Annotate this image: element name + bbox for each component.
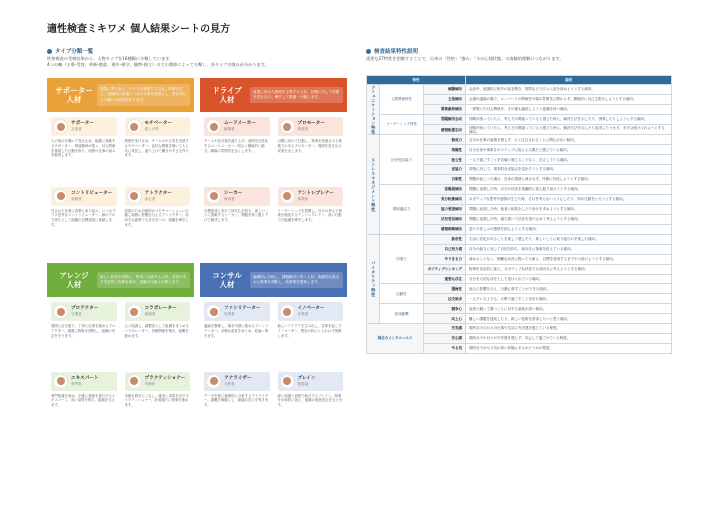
avatar-face-icon [57,377,65,385]
avatar-face-icon [130,308,138,316]
avatar-face-icon [130,192,138,200]
trait-subgroup: 回復力 [380,234,424,284]
avatar-icon [127,374,142,389]
trait-name: 主張傾向 [424,94,466,104]
type-desc: 目標に向けて行動し、物事を前進させる推進力のあるプロモーター。周囲を巻き込み成果を出します。 [277,139,342,153]
type-quadrant [200,78,347,255]
type-name: アントレプレナー [297,190,334,196]
type-card-header [278,187,344,206]
trait-desc: 自分自身や事象をポジティブに捉える人間だと感じている傾向。 [466,145,672,155]
avatar-icon [53,374,68,389]
trait-group-label: バイタリティ特性 [371,261,377,297]
type-card [49,185,119,253]
type-quadrant [200,263,347,440]
type-card [202,300,272,368]
type-list-heading-text: タイプ分類一覧 [55,49,94,55]
trait-subgroup: 環境適応力 [380,185,424,235]
type-card-header [125,372,191,391]
avatar-icon [280,119,295,134]
table-row [367,185,672,195]
type-name: シーカー [224,190,243,196]
trait-name: 積極性 [424,284,466,294]
type-desc: 目標達成に向けて探究心を持ち、新しいことに挑戦するシーカー。問題を深く掘り下げて解決します。 [204,208,269,223]
type-desc: 専門知識を深め、正確に業務を遂行するエキスパート。高い品質を保ち、組織を支えます。 [51,393,116,408]
avatar-face-icon [283,192,291,200]
trait-name: 社交欲求 [424,294,466,304]
quadrant-header [47,263,194,297]
avatar-face-icon [130,123,138,131]
quadrant-name: サポーター 人材 [55,86,93,104]
trait-desc: 自分の能力に対して自信を持ち、前向きに物事を捉えている傾向。 [466,244,672,254]
type-desc: 成果のため自律的かつモチベーションに行動し周囲に影響を与えるアトラクター。前向きな姿勢で人を引きつけ、組織を牽引します。 [124,208,189,227]
type-card-header [51,117,117,136]
type-name: モチベーター [144,121,173,126]
trait-desc: 会話中、意識的に相手の話を聞き、質問などで次々に話を深めようとする傾向。 [466,85,672,95]
type-card [202,115,272,183]
trait-name: 向上心 [424,314,466,324]
trait-name: 協力要請傾向 [424,204,466,214]
type-desc: 人と協調し、調整役として組織をまとめるコラボレーター。信頼関係を築き、協働を進めます。 [124,324,189,338]
traits-lead: 重要な27特性を把握することで、自身の「性格」「強み」「今の心理状態」の客観的理解につながります。 [366,56,564,61]
type-card-header [125,187,191,206]
trait-desc: 他者と競って勝つことに対する意欲が高い傾向。 [466,304,672,314]
quadrant-desc: 新しい状況を判断し、堅実に計画する人材。変化の中で安定的に物事を進め、組織の仕組みを整えます。 [97,272,190,288]
trait-name: 客観視傾向 [424,185,466,195]
traits-heading [366,47,418,55]
trait-desc: 自分を大切な存在として受け入れている傾向。 [466,274,672,284]
avatar-icon [280,304,295,319]
type-card-header [278,302,344,321]
avatar-icon [206,304,221,319]
avatar-face-icon [57,308,65,316]
trait-name: 気分転換傾向 [424,195,466,205]
quadrant-body [47,112,194,255]
avatar-face-icon [57,123,65,131]
trait-desc: 仲間が困っていたら、考え方が間違っていると感じた時に、解決方法を示したり説得したりせず、まずは受け入れようとする傾向。 [466,125,672,135]
table-header [367,76,672,85]
quadrant-body [200,297,347,440]
trait-name: やる気 [424,344,466,354]
trait-desc: 現時点でのやる気が高い状態にあるかどうかの程度。 [466,344,672,354]
type-desc: 新しいアイデアを生み出し、変革を起こすイノベーター。既存の枠にとらわれず挑戦します。 [277,324,342,338]
type-title [298,121,325,132]
trait-desc: 即刻に対して、現実的な妥協点を見出そうとする傾向。 [466,165,672,175]
type-title [71,191,112,202]
trait-group [367,234,380,323]
type-kana: 変革者 [297,312,309,316]
trait-name: 自制性 [424,175,466,185]
quadrant-desc: 感情に寄り添い、プラスを発揮する人材。仲間を支え、組織的に成果につなげる事を得意とし、皆が安心して働ける環境を作ります。 [97,84,190,106]
type-desc: チームや存在場を盛り上げ、周囲を活性化するムードメーカー。明るく積極的に動き、職場の雰囲気を良くします。 [204,139,269,153]
trait-desc: 他人に影響を与え、行動に移すことができる傾向。 [466,284,672,294]
trait-desc: 諦めることなく、困難な状況に陥っても耐え、目標を達成するまでやり続けようとする傾向。 [466,254,672,264]
type-kana: 支援者 [71,127,82,131]
avatar-face-icon [210,123,218,131]
quadrant-name: コンサル 人材 [212,271,242,289]
avatar-face-icon [210,308,218,316]
trait-name: 無気力 [424,135,466,145]
avatar-icon [53,119,68,134]
type-title [224,376,251,387]
type-kana: 守護者 [71,312,82,316]
type-desc: 任された仕事に真摯に取り組み、いつもプラス思考なコントリビューター。縁の下の力持ちとして組織の目標達成に貢献します。 [51,208,116,227]
type-card [49,370,119,438]
avatar-icon [280,374,295,389]
trait-name: 楽観性 [424,145,466,155]
trait-desc: 会議や議論の場で、メンバーとの関係性や場の雰囲気に関わらず、積極的に自己主張をしようとする傾向。 [466,94,672,104]
type-kana: 協調者 [144,312,156,316]
type-kana: 創場者 [224,127,235,131]
quadrant-header [200,78,347,112]
type-title [145,121,173,132]
trait-name: 安心感 [424,334,466,344]
type-card [276,370,346,438]
trait-desc: 一人でいるよりも、大勢で過ごすことを好む傾向。 [466,294,672,304]
trait-desc: 難しい課題を達成したり、新しい技術を習得したいと思う傾向。 [466,314,672,324]
avatar-face-icon [283,123,291,131]
type-quadrant [47,263,194,440]
bullet-icon [366,49,371,54]
trait-group-label: ストレスマネジメント特性 [371,157,377,212]
type-card-header [204,187,270,206]
type-kana: 知恵袋 [297,381,309,386]
trait-group-label: 現在のメンタルヘルス [377,336,413,341]
type-title [298,306,325,317]
type-desc: 人の悩みを聞いて受け止め、組織に貢献するサポーター。利他精神が強く、対人関係を重視した行動を取り、周囲の仕事の悩みを解消します。 [51,139,116,158]
type-card [123,115,193,183]
type-list-heading [47,47,93,55]
type-card-header [51,302,117,321]
type-name: サポーター [71,121,94,126]
table-row [367,114,672,125]
lead-line-2: 4つの軸（主導-受容、革新-慎重、進歩-保守、観察-独立）の大小関係によって分類し、各タイプの強みが分かります。 [47,62,269,67]
type-title [71,376,98,387]
trait-name: ポジティブシンキング [424,264,466,274]
trait-desc: 問題に直面した時、他者に相談をしたり助けを求めようとする傾向。 [466,204,672,214]
trait-name: 状況受容傾向 [424,214,466,224]
avatar-icon [127,119,142,134]
quadrant-header [47,78,194,112]
quadrant-desc: 成果に向けた周囲を主導する人材。目標に対して仲間を巻き込み、牽引して推進・行動します。 [250,87,343,103]
type-card [123,370,193,438]
type-card [276,300,346,368]
type-name: プラクティショナー [144,375,186,381]
avatar-face-icon [57,192,65,200]
trait-name: やりきる力 [424,254,466,264]
type-kana: 分析者 [224,381,235,386]
trait-desc: 生活に変化があることを楽しく感じたり、新しいことに取り組むのを楽しむ傾向。 [466,234,672,244]
type-card-header [204,302,270,321]
type-title [298,376,316,387]
type-card [276,115,346,183]
trait-desc: 怒りや悲しみの感情を抑えようとする傾向。 [466,224,672,234]
type-card [123,185,193,253]
trait-name: 自己効力感 [424,244,466,254]
trait-subgroup: リーダーシップ特性 [380,114,424,135]
trait-name: 関係維持傾向 [424,104,466,114]
type-desc: 深い知識と洞察で助言するブレイン。物事を多角的に捉え、組織の意思決定を支えます。 [277,393,343,408]
trait-name: 傾聴傾向 [424,85,466,95]
type-kana: 探求者 [224,196,235,201]
table-row [367,234,672,244]
type-title [298,191,334,202]
type-title [145,306,177,317]
bullet-icon [47,49,52,54]
avatar-icon [53,304,68,319]
type-card-header [204,372,270,391]
table-row [367,85,672,95]
header-trait: 特性 [367,76,466,85]
trait-desc: ネガティブな思考や感情が生じた時、それを考えないようにしたり、別の行動をとろうとする傾向。 [466,195,672,205]
type-kana: 貢献者 [71,196,82,201]
type-kana: 専門家 [71,381,82,386]
type-kana: 盛上げ役 [144,127,159,131]
quadrant-name: アレンジ 人材 [59,271,89,289]
type-title [71,306,98,317]
type-title [145,376,186,387]
type-title [224,191,242,202]
table-row [367,284,672,294]
trait-desc: 一人で過ごすことを苦痛と感じることなく、自立している傾向。 [466,155,672,165]
type-kana: 推進者 [297,127,309,131]
type-kana: 実務家 [144,381,156,386]
type-card [123,300,193,368]
trait-group [367,85,380,135]
type-desc: リーダーシップを発揮し、自分の考えで事業を創造するアントレプレナー。高い行動力で組織を牽引します。 [277,208,342,223]
page-title: 適性検査ミキワメ 個人結果シートの見方 [47,24,231,35]
quadrant-body [47,297,194,440]
trait-subgroup: 活動性 [380,284,424,304]
type-desc: 周囲に目を配り、丁寧に仕事を進めるプロテクター。慎重に物事を判断し、組織の安定を守ります。 [51,324,116,338]
type-desc: 議論を整理し、場を円滑に進めるファシリテーター。多様な意見をまとめ、結論へ導きます。 [204,324,269,338]
traits-heading-text: 検査結果特性説明 [374,49,419,55]
trait-desc: 問題に直面した時、自分の状況を客観的に捉え振り返ろうとする傾向。 [466,185,672,195]
avatar-icon [127,189,142,204]
table-row [367,135,672,145]
type-name: イノベーター [297,306,325,311]
trait-group [367,324,424,354]
type-desc: 感情を受け止め、チームのやる気を支援するモチベーター。良好な関係を築いて人と共に成長し、盛り上げて働きやすさを作ります。 [124,139,189,158]
type-card-header [125,302,191,321]
type-card [49,300,119,368]
type-quadrant [47,78,194,255]
avatar-icon [127,304,142,319]
trait-name: 新奇性 [424,234,466,244]
type-name: ファシリテーター [224,306,261,311]
type-card-header [204,117,270,136]
trait-desc: 現時点での日々の仕事や生活に充実感を感じている程度。 [466,324,672,334]
trait-subgroup: 達成動機 [380,304,424,324]
avatar-face-icon [210,377,218,385]
trait-name: 独立性 [424,155,466,165]
quadrant-name: ドライブ 人材 [212,86,242,104]
avatar-icon [53,189,68,204]
avatar-face-icon [210,192,218,200]
trait-group-label: コミュニケーション特性 [371,85,377,135]
type-name: コントリビューター [71,190,113,196]
type-title [224,306,261,317]
trait-subgroup: 人間関係特性 [380,85,424,115]
trait-desc: 問題が起こった場合、自身の感情に流されず、冷静に対処しようとする傾向。 [466,175,672,185]
trait-desc: 現時点での日々の不安感を感じず、安心して過ごせている程度。 [466,334,672,344]
avatar-icon [280,189,295,204]
trait-name: 問題解決志向 [424,114,466,125]
trait-name: 競争心 [424,304,466,314]
avatar-icon [206,189,221,204]
lead-line-1: 性格検査の受検結果から、人物タイプを16種類に分類しています。 [47,56,174,61]
avatar-icon [206,374,221,389]
quadrant-desc: 論理的に分析し、課題解決に導く人材。客観的な視点から物事を判断し、改善策を提案します。 [250,272,343,288]
type-card [202,185,272,253]
type-desc: データを基に論理的に分析するアナライザー。課題を明確にし、最適な答えを導きます。 [204,393,269,408]
trait-desc: 物事を肯定的に捉え、ネガティブな状況でも前向きに考えようとする傾向。 [466,264,672,274]
trait-name: 重要な存在 [424,274,466,284]
avatar-face-icon [283,377,291,385]
type-card-header [278,117,344,136]
type-title [145,191,172,202]
type-name: ムードメーカー [224,121,256,126]
trait-name: 感情配慮志向 [424,125,466,135]
type-card-header [125,117,191,136]
trait-subgroup: 状況受容能力 [380,135,424,185]
type-name: ブレイン [297,375,316,381]
type-card [276,185,346,253]
type-grid [47,78,347,440]
type-name: エキスパート [71,375,99,381]
header-desc: 説明 [466,76,672,85]
quadrant-body [200,112,347,255]
type-card-header [278,372,344,391]
type-name: プロテクター [71,306,99,311]
type-name: アトラクター [144,190,172,196]
table-row [367,324,672,334]
type-list-lead [47,56,347,68]
type-kana: 事業家 [297,196,309,201]
type-card-header [51,372,117,391]
type-card [202,370,272,438]
table-row [367,304,672,314]
type-kana: 先導者 [224,312,235,316]
avatar-face-icon [283,308,291,316]
trait-desc: 一度築いた対人関係を、その後も継続しようと意識を持つ傾向。 [466,104,672,114]
type-card [49,115,119,183]
trait-name: 妥協力 [424,165,466,175]
trait-desc: 問題に直面した時、落ち着いて状況を受け止めて考えようとする傾向。 [466,214,672,224]
trait-group [367,135,380,234]
type-name: プロモーター [297,121,325,126]
trait-desc: 仲間が困っていたら、考え方が間違っていると感じた時に、解決方法を示したり、誘導したりしようとする傾向。 [466,114,672,125]
type-name: コラボレーター [144,306,177,311]
trait-name: 感情制御傾向 [424,224,466,234]
type-kana: 求心者 [144,196,156,201]
avatar-face-icon [130,377,138,385]
type-desc: 実務を着実にこなし、確実に成果を出すプラクティショナー。計画通りに物事を進めます。 [124,393,189,408]
traits-table [366,75,672,354]
quadrant-header [200,263,347,297]
type-name: アナライザー [224,375,252,381]
trait-desc: 自分の仕事の意義を感じず、人と注目されることに関心がない傾向。 [466,135,672,145]
type-title [224,121,256,132]
trait-name: 充実感 [424,324,466,334]
type-card-header [51,187,117,206]
type-title [71,121,94,132]
avatar-icon [206,119,221,134]
